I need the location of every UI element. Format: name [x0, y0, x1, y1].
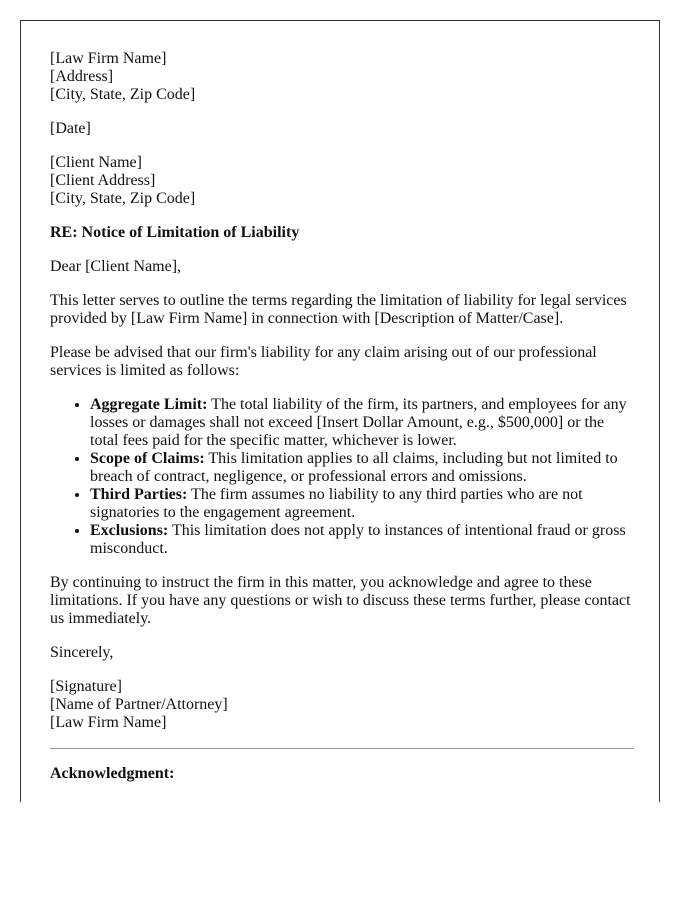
- letter-content: [50, 50, 634, 799]
- section-divider: [50, 748, 634, 749]
- signature-placeholder: [Signature]: [50, 678, 122, 695]
- recipient-address: [Client Address]: [50, 172, 156, 189]
- salutation: Dear [Client Name],: [50, 258, 182, 275]
- term-label: Third Parties:: [90, 486, 188, 503]
- sender-address: [Address]: [50, 68, 114, 85]
- terms-list: [50, 396, 634, 558]
- sender-block: [50, 50, 634, 104]
- recipient-name: [Client Name]: [50, 154, 142, 171]
- signer-name: [Name of Partner/Attorney]: [50, 696, 228, 713]
- term-text: This limitation applies to all claims, including but not limited to breach of contract, negligence, or professional errors and omissions.: [90, 450, 618, 485]
- term-label: Scope of Claims:: [90, 450, 205, 467]
- term-label: Exclusions:: [90, 522, 169, 539]
- recipient-city-state-zip: [City, State, Zip Code]: [50, 190, 196, 207]
- term-text: The firm assumes no liability to any third parties who are not signatories to the engagement agreement.: [90, 486, 583, 521]
- term-aggregate-limit: [90, 396, 634, 450]
- letter-date: [Date]: [50, 120, 91, 137]
- term-label: Aggregate Limit:: [90, 396, 208, 413]
- term-scope-of-claims: [90, 450, 634, 486]
- term-text: This limitation does not apply to instances of intentional fraud or gross misconduct.: [90, 522, 626, 557]
- intro-paragraph: This letter serves to outline the terms regarding the limitation of liability for legal services provided by [Law Firm Name] in connection with [Description of Matter/Case].: [50, 292, 627, 327]
- recipient-block: [50, 154, 634, 208]
- term-third-parties: [90, 486, 634, 522]
- signer-firm: [Law Firm Name]: [50, 714, 167, 731]
- signoff-closing: Sincerely,: [50, 644, 114, 661]
- closing-paragraph: By continuing to instruct the firm in this matter, you acknowledge and agree to these limitations. If you have any questions or wish to discuss these terms further, please contact us immediately.: [50, 574, 631, 627]
- term-text: The total liability of the firm, its partners, and employees for any losses or damages shall not exceed [Insert Dollar Amount, e.g., $500,000] or the total fees paid for the specific matter, whichever is lower.: [90, 396, 627, 449]
- letter-page: [20, 20, 660, 802]
- sender-firm-name: [Law Firm Name]: [50, 50, 167, 67]
- signature-block: [50, 678, 634, 732]
- term-exclusions: [90, 522, 634, 558]
- advised-paragraph: Please be advised that our firm's liability for any claim arising out of our professional services is limited as follows:: [50, 344, 597, 379]
- sender-city-state-zip: [City, State, Zip Code]: [50, 86, 196, 103]
- acknowledgment-heading: Acknowledgment:: [50, 765, 175, 782]
- subject-line: RE: Notice of Limitation of Liability: [50, 224, 300, 241]
